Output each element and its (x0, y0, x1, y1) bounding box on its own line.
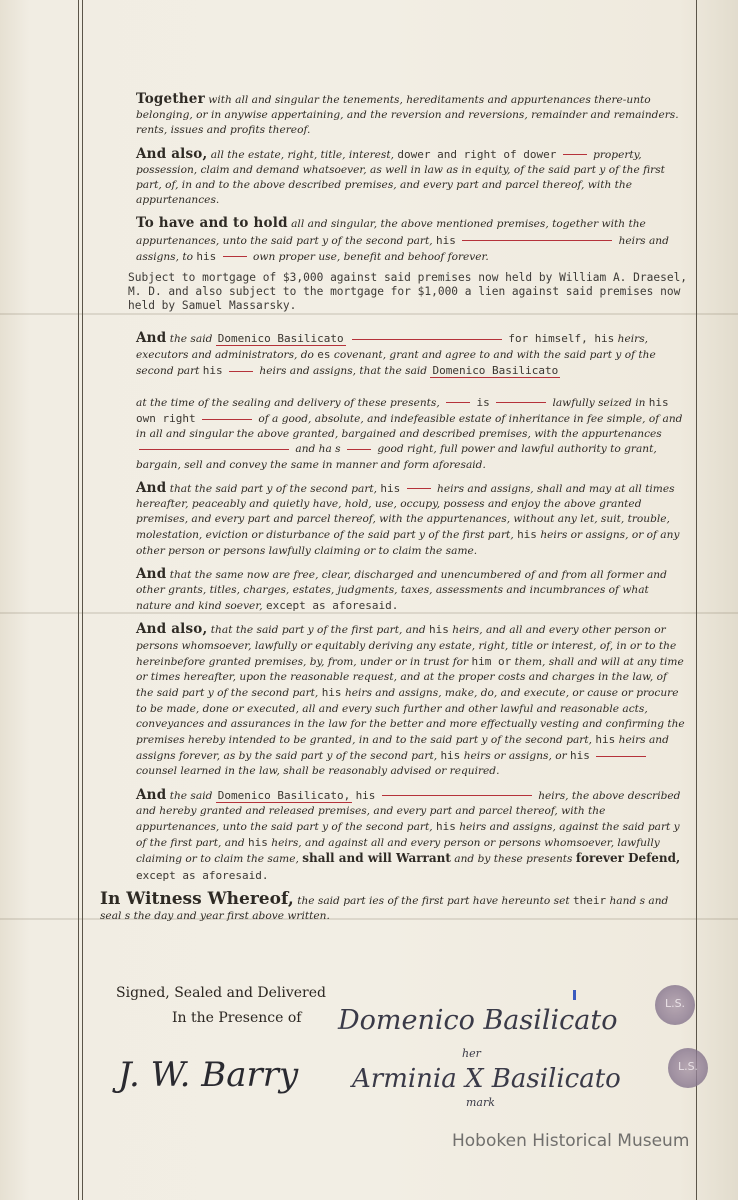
fill-rule (596, 756, 646, 757)
free-encumbrance-covenant (88, 567, 686, 615)
seisin-text-1: the said (169, 333, 213, 346)
warranty-covenant (88, 788, 686, 884)
further-him-or: him or (471, 654, 512, 668)
seisin-text-4: heirs and assigns, that the said (259, 365, 428, 378)
quiet-his2: his (517, 528, 537, 542)
further-his5: his (570, 749, 590, 763)
warrant-text-2: heirs, the above described and hereby granted and released premises, and every part and parcel thereof, with the appurtenances, unto the said part y of the second part, (136, 789, 681, 833)
seisin-text-5: at the time of the sealing and delivery of these presents, (136, 396, 440, 409)
warrant-his3: his (248, 836, 268, 850)
further-his3: his (595, 732, 616, 746)
testimonium-text-1: the said part ies of the first part have hereunto set (297, 894, 570, 907)
warrant-text-4: heirs, and against all and every person or persons whomsoever, lawfully claiming or to claim the same, (136, 837, 660, 866)
warrant-his: his (355, 788, 376, 802)
witness-lead: In Witness Whereof, (100, 888, 294, 909)
free-typed: except as aforesaid. (265, 599, 399, 613)
seisin-text-9: good right, full power and lawful authority to grant, bargain, sell and convey the same in manner and form aforesaid. (136, 443, 657, 471)
museum-watermark: Hoboken Historical Museum (452, 1131, 690, 1151)
testimonium-their: their (572, 893, 607, 907)
quiet-enjoyment-covenant (88, 481, 686, 559)
seisin-own-right: his own right (136, 395, 669, 426)
further-text-2: heirs, and all and every other person or persons whomsoever, lawfully or equitably deriving any estate, right, title or interest, of, in or to the hereinbefore granted premises, by, from, under or in trust for (136, 624, 677, 668)
further-text-1: that the said part y of the first part, and (210, 624, 426, 637)
warrant-text-1: the said (169, 789, 213, 802)
seisin-lead: And (136, 330, 167, 347)
seisin-is: is (476, 395, 490, 409)
further-his4: his (440, 749, 461, 763)
fill-rule (229, 371, 253, 372)
witness-signature: J. W. Barry (118, 1055, 299, 1095)
together-clause (88, 92, 686, 139)
seisin-text-6: lawfully seized in (552, 396, 646, 409)
tohave-text-3: own proper use, benefit and behoof forever. (253, 250, 489, 263)
seisin-es: es (317, 348, 331, 362)
fill-rule (462, 240, 612, 241)
habendum-clause (88, 216, 686, 265)
also-typed: dower and right of dower (397, 147, 557, 161)
fill-rule (407, 488, 431, 489)
further-his: his (429, 623, 449, 637)
ink-mark (573, 990, 576, 1000)
warrant-text-3: heirs and assigns, against the said part y of the first part, and (136, 820, 680, 850)
further-text-3: them, shall and will at any time or times hereafter, upon the reasonable request, and at the proper costs and charges in the law, of the said part y of the second part, (136, 655, 684, 700)
seisin-his: his (202, 364, 223, 378)
further-his2: his (321, 686, 342, 700)
signature-domenico: Domenico Basilicato (338, 1005, 618, 1036)
also-clause (88, 147, 686, 209)
together-text: with all and singular the tenements, hereditaments and appurtenances there-unto belonging, or in anywise appertaining, and the reversion and reversions, remainder and remainders. rents, issues and profits thereof. (136, 94, 679, 137)
quiet-his: his (380, 481, 401, 495)
free-text: that the same now are free, clear, discharged and unencumbered of and from all former and other grants, titles, charges, estates, judgments, taxes, assessments and incumbrances of what nature and kind soever, (136, 568, 667, 613)
seal-2 (668, 1048, 708, 1088)
fill-rule (139, 449, 289, 450)
deed-body (88, 92, 686, 932)
testimonium-clause (88, 888, 686, 924)
mark-label: mark (466, 1096, 495, 1109)
together-lead: Together (136, 91, 205, 107)
tohave-text-1: all and singular, the above mentioned premises, together with the appurtenances, unto the said part y of the second part, (136, 218, 646, 247)
further-text-5: heirs and assigns forever, as by the said part y of the second part, (136, 733, 669, 763)
right-margin-rule (696, 0, 697, 1200)
seal-1-text: L.S. (664, 997, 686, 1010)
fill-rule (347, 449, 371, 450)
seal-1 (655, 985, 695, 1025)
warrant-text-5: and by these presents (454, 853, 573, 866)
left-margin-rule (82, 0, 83, 1200)
warrant-bold-1: shall and will Warrant (302, 851, 451, 866)
tohave-text-2: heirs and assigns, to (136, 234, 669, 263)
tohave-lead: To have and to hold (136, 215, 288, 232)
fill-rule (223, 256, 247, 257)
mark-her-label: her (462, 1047, 481, 1060)
fill-rule (496, 402, 546, 403)
warrant-typed: except as aforesaid. (136, 868, 269, 882)
quiet-text-3: heirs or assigns, or of any other person or persons lawfully claiming or to claim the same. (136, 529, 680, 557)
signed-sealed-label: Signed, Sealed and Delivered (116, 985, 326, 1001)
warrant-lead: And (136, 786, 167, 803)
warrant-bold-2: forever Defend, (575, 851, 681, 866)
quiet-text-2: heirs and assigns, shall and may at all times hereafter, peaceably and quietly have, hold, use, occupy, possess and enjoy the above granted premises, and every part and parcel thereof, with the appurtenances, without any let, suit, trouble, molestation, eviction or disturbance of the said part y of the first part, (136, 482, 675, 542)
further-text-6: heirs or assigns, or (463, 750, 567, 763)
seisin-text-7: of a good, absolute, and indefeasible estate of inheritance in fee simple, of and in all and singular the above granted, bargained and described premises, with the appurtenances (136, 413, 683, 441)
fill-rule (563, 154, 587, 155)
mortgage-note: Subject to mortgage of $3,000 against said premises now held by William A. Draesel, M. D. and also subject to the mortgage for $1,000 a lien against said premises now held by Samuel Massarsky. (128, 271, 688, 313)
seisin-text-8: and ha s (295, 443, 341, 456)
also-lead: And also, (136, 145, 208, 162)
quiet-lead: And (136, 479, 167, 496)
further-assurance-covenant (88, 622, 686, 779)
also-text-1: all the estate, right, title, interest, (210, 148, 394, 161)
quiet-text-1: that the said part y of the second part, (169, 482, 378, 495)
free-lead: And (136, 565, 167, 582)
further-text-7: counsel learned in the law, shall be reasonably advised or required. (136, 765, 500, 778)
tohave-his2: his (196, 249, 217, 263)
left-margin-rule (78, 0, 79, 1200)
seisin-himself: for himself, his (508, 332, 615, 346)
further-text-4: heirs and assigns, make, do, and execute, or cause or procure to be made, done or executed, all and every such further and other lawful and reasonable acts, conveyances and assurances in the law for the better and more effectually vesting and confirming the premises hereby intended to be granted, in and to the said part y of the second part, (136, 687, 685, 746)
fill-rule (352, 339, 502, 340)
presence-label: In the Presence of (172, 1010, 302, 1026)
warrant-his2: his (435, 819, 456, 833)
warrant-name: Domenico Basilicato, (217, 788, 351, 802)
fill-rule (446, 402, 470, 403)
fill-rule (382, 795, 532, 796)
further-lead: And also, (136, 621, 208, 638)
seisin-text-2: heirs, executors and administrators, do (136, 333, 649, 362)
grantor-name: Domenico Basilicato (217, 332, 344, 346)
seisin-text-3: covenant, grant and agree to and with the said part y of the second part (136, 349, 656, 378)
seal-2-text: L.S. (677, 1060, 699, 1073)
testimonium-text-2: hand s and seal s the day and year first above written. (100, 894, 669, 922)
also-text-2: property, possession, claim and demand whatsoever, as well in law as in equity, of the said part y of the first part, of, in and to the above described premises, and every part and parcel thereof, with the appurtenances. (136, 148, 665, 207)
signature-arminia: Arminia X Basilicato (352, 1064, 621, 1094)
fill-rule (202, 419, 252, 420)
tohave-his: his (435, 233, 456, 247)
seisin-covenant (88, 331, 686, 473)
grantor-name-2: Domenico Basilicato (432, 364, 559, 378)
